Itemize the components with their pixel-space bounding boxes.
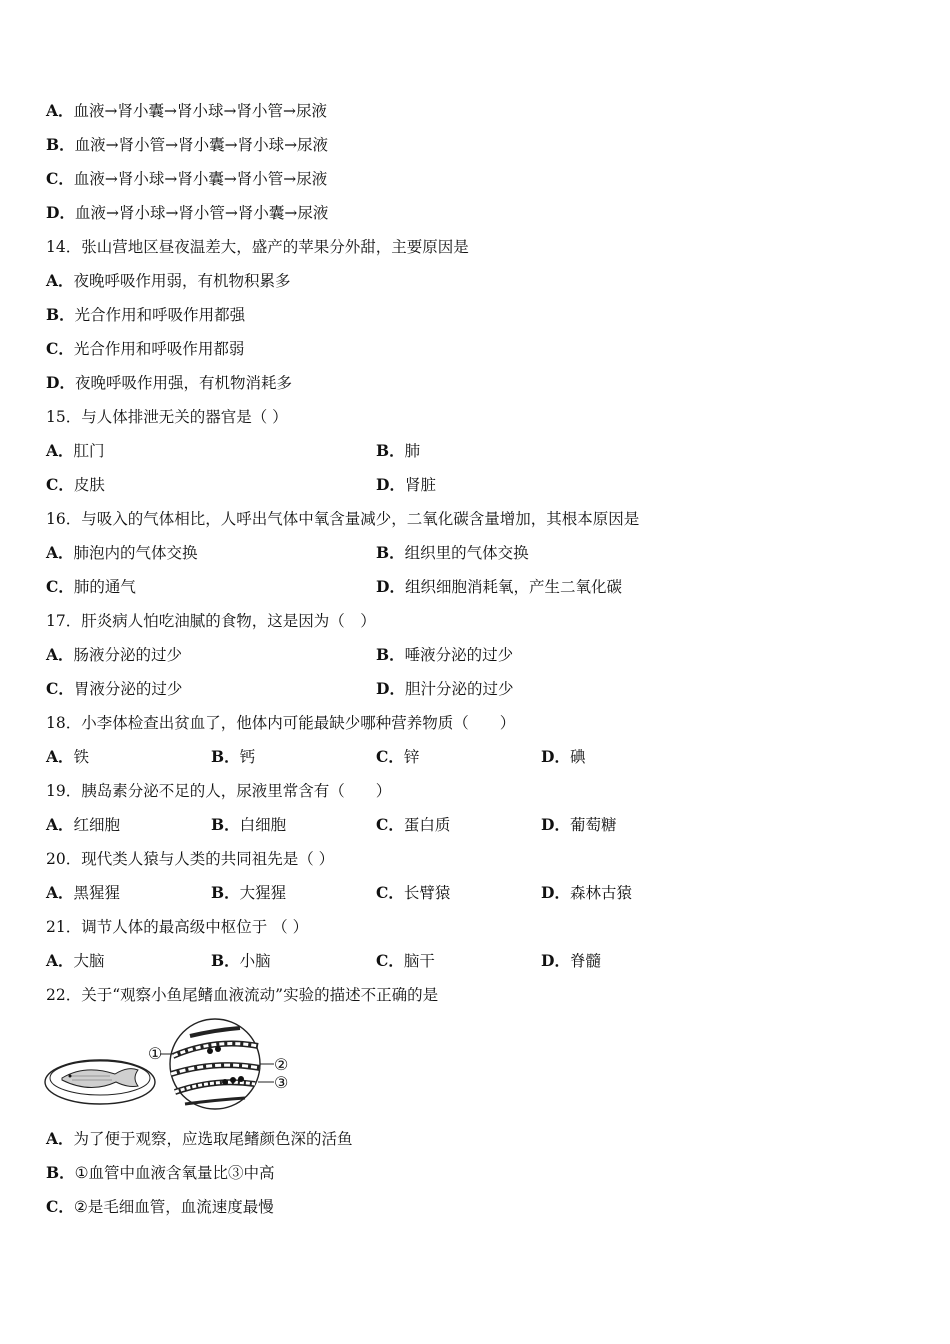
q17-option-a: A．肠液分泌的过少 (46, 645, 183, 664)
q21-option-c: C．脑干 (376, 951, 435, 970)
q20-option-c: C．长臂猿 (376, 883, 451, 902)
figure-marker-2: ② (274, 1055, 289, 1074)
q20-option-d: D．森林古猿 (541, 883, 632, 902)
q17-stem: 17．肝炎病人怕吃油腻的食物，这是因为（ ） (46, 612, 376, 630)
q19-option-c: C．蛋白质 (376, 815, 451, 834)
q20-stem: 20．现代类人猿与人类的共同祖先是（ ） (46, 850, 335, 868)
q16-option-a: A．肺泡内的气体交换 (46, 543, 198, 562)
q18-stem: 18．小李体检查出贫血了，他体内可能最缺少哪种营养物质（ ） (46, 714, 516, 732)
q16-option-b: B．组织里的气体交换 (376, 543, 529, 562)
q18-option-c: C．锌 (376, 747, 420, 766)
q15-option-c: C．皮肤 (46, 475, 105, 494)
q17-option-c: C．胃液分泌的过少 (46, 679, 183, 698)
q15-option-d: D．肾脏 (376, 475, 436, 494)
q18-option-d: D．碘 (541, 747, 586, 766)
q21-option-d: D．脊髓 (541, 951, 601, 970)
figure-marker-3: ③ (274, 1073, 289, 1092)
q16-stem: 16．与吸入的气体相比，人呼出气体中氧含量减少，二氧化碳含量增加，其根本原因是 (46, 510, 640, 528)
q15-option-b: B．肺 (376, 441, 421, 460)
magnified-vessel-view (160, 1019, 274, 1109)
q15-stem: 15．与人体排泄无关的器官是（ ） (46, 408, 288, 426)
q20-option-a: A．黑猩猩 (46, 883, 121, 902)
q13-option-a: A．血液→肾小囊→肾小球→肾小管→尿液 (46, 101, 327, 120)
q22-option-a: A．为了便于观察，应选取尾鳍颜色深的活鱼 (46, 1129, 353, 1148)
q19-option-b: B．白细胞 (211, 815, 287, 834)
q13-option-d: D．血液→肾小球→肾小管→肾小囊→尿液 (46, 203, 329, 222)
q21-option-b: B．小脑 (211, 951, 271, 970)
petri-dish-with-fish (45, 1060, 155, 1104)
q22-option-c: C．②是毛细血管，血流速度最慢 (46, 1197, 274, 1216)
q17-option-d: D．胆汁分泌的过少 (376, 679, 514, 698)
q20-option-b: B．大猩猩 (211, 883, 287, 902)
q19-stem: 19．胰岛素分泌不足的人，尿液里常含有（ ） (46, 782, 392, 800)
q15-option-a: A．肛门 (46, 441, 105, 460)
q21-stem: 21．调节人体的最高级中枢位于 （ ） (46, 918, 309, 936)
q13-option-b: B．血液→肾小管→肾小囊→肾小球→尿液 (46, 135, 329, 154)
q17-option-b: B．唾液分泌的过少 (376, 645, 514, 664)
q14-stem: 14．张山营地区昼夜温差大，盛产的苹果分外甜，主要原因是 (46, 238, 469, 256)
q18-option-a: A．铁 (46, 747, 90, 766)
q22-stem: 22．关于“观察小鱼尾鳍血液流动”实验的描述不正确的是 (46, 986, 439, 1004)
q14-option-d: D．夜晚呼吸作用强，有机物消耗多 (46, 373, 292, 392)
figure-marker-1: ① (148, 1044, 163, 1063)
q13-option-c: C．血液→肾小球→肾小囊→肾小管→尿液 (46, 169, 328, 188)
fish-tail-blood-flow-figure (40, 1016, 300, 1116)
q16-option-c: C．肺的通气 (46, 577, 136, 596)
q14-option-a: A．夜晚呼吸作用弱，有机物积累多 (46, 271, 291, 290)
q16-option-d: D．组织细胞消耗氧，产生二氧化碳 (376, 577, 622, 596)
q19-option-a: A．红细胞 (46, 815, 121, 834)
q22-option-b: B．①血管中血液含氧量比③中高 (46, 1163, 275, 1182)
q19-option-d: D．葡萄糖 (541, 815, 617, 834)
q14-option-c: C．光合作用和呼吸作用都弱 (46, 339, 245, 358)
q14-option-b: B．光合作用和呼吸作用都强 (46, 305, 246, 324)
q18-option-b: B．钙 (211, 747, 256, 766)
q21-option-a: A．大脑 (46, 951, 105, 970)
